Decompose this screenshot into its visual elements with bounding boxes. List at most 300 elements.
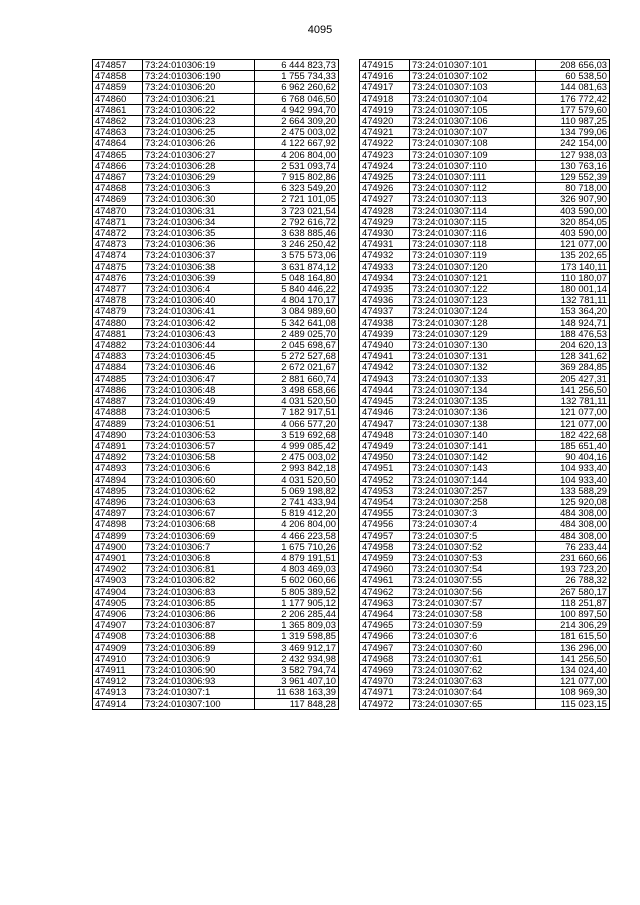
table-row (360, 653, 610, 664)
value-cell: 4 031 520,50 (255, 396, 339, 407)
row-number-cell: 474857 (93, 60, 143, 71)
cadastral-number-cell: 73:24:010306:9 (143, 653, 255, 664)
cadastral-number-cell: 73:24:010306:69 (143, 530, 255, 541)
row-number-cell: 474914 (93, 698, 143, 709)
table-row (360, 664, 610, 675)
value-cell: 3 631 874,12 (255, 261, 339, 272)
value-cell: 3 582 794,74 (255, 664, 339, 675)
cadastral-number-cell: 73:24:010307:104 (410, 93, 536, 104)
cadastral-number-cell: 73:24:010307:132 (410, 362, 536, 373)
value-cell: 2 475 003,02 (255, 127, 339, 138)
row-number-cell: 474961 (360, 575, 410, 586)
cadastral-number-cell: 73:24:010306:90 (143, 664, 255, 675)
row-number-cell: 474861 (93, 104, 143, 115)
table-row (360, 194, 610, 205)
table-row (93, 172, 339, 183)
cadastral-number-cell: 73:24:010306:34 (143, 216, 255, 227)
table-row (93, 452, 339, 463)
table-row (93, 261, 339, 272)
table-row (360, 508, 610, 519)
row-number-cell: 474907 (93, 620, 143, 631)
row-number-cell: 474877 (93, 284, 143, 295)
row-number-cell: 474927 (360, 194, 410, 205)
table-row (360, 452, 610, 463)
table-row (360, 71, 610, 82)
cadastral-number-cell: 73:24:010307:136 (410, 407, 536, 418)
cadastral-number-cell: 73:24:010307:113 (410, 194, 536, 205)
row-number-cell: 474921 (360, 127, 410, 138)
value-cell: 104 933,40 (536, 474, 610, 485)
value-cell: 129 552,39 (536, 172, 610, 183)
value-cell: 2 993 842,18 (255, 463, 339, 474)
table-row (360, 463, 610, 474)
cadastral-number-cell: 73:24:010307:121 (410, 272, 536, 283)
cadastral-number-cell: 73:24:010307:60 (410, 642, 536, 653)
cadastral-number-cell: 73:24:010307:61 (410, 653, 536, 664)
row-number-cell: 474894 (93, 474, 143, 485)
row-number-cell: 474928 (360, 205, 410, 216)
cadastral-number-cell: 73:24:010306:29 (143, 172, 255, 183)
value-cell: 121 077,00 (536, 407, 610, 418)
row-number-cell: 474884 (93, 362, 143, 373)
page-number: 4095 (307, 24, 333, 36)
cadastral-number-cell: 73:24:010306:57 (143, 440, 255, 451)
row-number-cell: 474950 (360, 452, 410, 463)
table-row (93, 216, 339, 227)
row-number-cell: 474969 (360, 664, 410, 675)
cadastral-number-cell: 73:24:010306:51 (143, 418, 255, 429)
row-number-cell: 474935 (360, 284, 410, 295)
cadastral-number-cell: 73:24:010307:6 (410, 631, 536, 642)
table-row (360, 373, 610, 384)
table-row (93, 620, 339, 631)
table-row (93, 116, 339, 127)
table-row (360, 127, 610, 138)
cadastral-number-cell: 73:24:010306:49 (143, 396, 255, 407)
row-number-cell: 474913 (93, 687, 143, 698)
table-row (93, 93, 339, 104)
value-cell: 2 045 698,67 (255, 340, 339, 351)
row-number-cell: 474940 (360, 340, 410, 351)
table-row (360, 284, 610, 295)
table-row (93, 687, 339, 698)
table-row (360, 429, 610, 440)
table-row (93, 407, 339, 418)
table-row (93, 396, 339, 407)
row-number-cell: 474959 (360, 552, 410, 563)
table-row (360, 82, 610, 93)
row-number-cell: 474868 (93, 183, 143, 194)
table-row (93, 205, 339, 216)
value-cell: 173 140,11 (536, 261, 610, 272)
cadastral-number-cell: 73:24:010307:110 (410, 160, 536, 171)
row-number-cell: 474901 (93, 552, 143, 563)
value-cell: 484 308,00 (536, 530, 610, 541)
value-cell: 4 122 667,92 (255, 138, 339, 149)
table-row (360, 216, 610, 227)
cadastral-number-cell: 73:24:010306:88 (143, 631, 255, 642)
row-number-cell: 474932 (360, 250, 410, 261)
value-cell: 188 476,53 (536, 328, 610, 339)
row-number-cell: 474904 (93, 586, 143, 597)
row-number-cell: 474889 (93, 418, 143, 429)
table-row (360, 407, 610, 418)
cadastral-number-cell: 73:24:010307:54 (410, 564, 536, 575)
row-number-cell: 474867 (93, 172, 143, 183)
value-cell: 121 077,00 (536, 239, 610, 250)
table-row (93, 160, 339, 171)
row-number-cell: 474882 (93, 340, 143, 351)
value-cell: 1 675 710,26 (255, 541, 339, 552)
table-row (93, 250, 339, 261)
value-cell: 267 580,17 (536, 586, 610, 597)
cadastral-number-cell: 73:24:010307:114 (410, 205, 536, 216)
table-row (93, 284, 339, 295)
row-number-cell: 474956 (360, 519, 410, 530)
value-cell: 130 763,16 (536, 160, 610, 171)
cadastral-number-cell: 73:24:010307:56 (410, 586, 536, 597)
table-row (93, 183, 339, 194)
table-row (93, 351, 339, 362)
cadastral-number-cell: 73:24:010306:85 (143, 597, 255, 608)
row-number-cell: 474947 (360, 418, 410, 429)
cadastral-number-cell: 73:24:010307:257 (410, 485, 536, 496)
row-number-cell: 474962 (360, 586, 410, 597)
value-cell: 108 969,30 (536, 687, 610, 698)
value-cell: 231 660,66 (536, 552, 610, 563)
table-row (93, 496, 339, 507)
row-number-cell: 474951 (360, 463, 410, 474)
cadastral-number-cell: 73:24:010307:59 (410, 620, 536, 631)
table-row (93, 541, 339, 552)
table-row (93, 71, 339, 82)
table-row (93, 429, 339, 440)
cadastral-number-cell: 73:24:010307:52 (410, 541, 536, 552)
value-cell: 128 341,62 (536, 351, 610, 362)
row-number-cell: 474886 (93, 384, 143, 395)
cadastral-number-cell: 73:24:010307:106 (410, 116, 536, 127)
value-cell: 5 048 164,80 (255, 272, 339, 283)
row-number-cell: 474933 (360, 261, 410, 272)
row-number-cell: 474971 (360, 687, 410, 698)
cadastral-number-cell: 73:24:010306:8 (143, 552, 255, 563)
value-cell: 125 920,08 (536, 496, 610, 507)
table-row (360, 676, 610, 687)
cadastral-number-cell: 73:24:010307:258 (410, 496, 536, 507)
value-cell: 403 590,00 (536, 205, 610, 216)
cadastral-number-cell: 73:24:010307:64 (410, 687, 536, 698)
value-cell: 121 077,00 (536, 418, 610, 429)
row-number-cell: 474878 (93, 295, 143, 306)
cadastral-number-cell: 73:24:010307:115 (410, 216, 536, 227)
cadastral-number-cell: 73:24:010306:27 (143, 149, 255, 160)
table-row (360, 104, 610, 115)
value-cell: 5 069 198,82 (255, 485, 339, 496)
value-cell: 6 768 046,50 (255, 93, 339, 104)
table-row (360, 384, 610, 395)
table-row (360, 93, 610, 104)
row-number-cell: 474944 (360, 384, 410, 395)
value-cell: 2 206 285,44 (255, 608, 339, 619)
value-cell: 205 427,31 (536, 373, 610, 384)
cadastral-number-cell: 73:24:010307:122 (410, 284, 536, 295)
row-number-cell: 474972 (360, 698, 410, 709)
value-cell: 208 656,03 (536, 60, 610, 71)
row-number-cell: 474937 (360, 306, 410, 317)
value-cell: 3 961 407,10 (255, 676, 339, 687)
value-cell: 3 246 250,42 (255, 239, 339, 250)
cadastral-number-cell: 73:24:010306:28 (143, 160, 255, 171)
row-number-cell: 474866 (93, 160, 143, 171)
value-cell: 2 664 309,20 (255, 116, 339, 127)
value-cell: 182 422,68 (536, 429, 610, 440)
cadastral-number-cell: 73:24:010306:62 (143, 485, 255, 496)
row-number-cell: 474891 (93, 440, 143, 451)
value-cell: 1 177 905,12 (255, 597, 339, 608)
row-number-cell: 474859 (93, 82, 143, 93)
table-row (360, 485, 610, 496)
cadastral-number-cell: 73:24:010306:83 (143, 586, 255, 597)
value-cell: 2 475 003,02 (255, 452, 339, 463)
table-row (360, 496, 610, 507)
value-cell: 4 031 520,50 (255, 474, 339, 485)
value-cell: 80 718,00 (536, 183, 610, 194)
value-cell: 141 256,50 (536, 653, 610, 664)
value-cell: 5 819 412,20 (255, 508, 339, 519)
table-row (360, 687, 610, 698)
table-row (360, 149, 610, 160)
cadastral-number-cell: 73:24:010307:4 (410, 519, 536, 530)
value-cell: 132 781,11 (536, 295, 610, 306)
table-row (93, 239, 339, 250)
cadastral-number-cell: 73:24:010306:38 (143, 261, 255, 272)
cadastral-number-cell: 73:24:010306:26 (143, 138, 255, 149)
row-number-cell: 474963 (360, 597, 410, 608)
table-row (360, 597, 610, 608)
table-row (360, 631, 610, 642)
row-number-cell: 474960 (360, 564, 410, 575)
cadastral-number-cell: 73:24:010307:134 (410, 384, 536, 395)
cadastral-number-cell: 73:24:010306:58 (143, 452, 255, 463)
cadastral-number-cell: 73:24:010306:81 (143, 564, 255, 575)
value-cell: 193 723,20 (536, 564, 610, 575)
row-number-cell: 474870 (93, 205, 143, 216)
value-cell: 110 987,25 (536, 116, 610, 127)
row-number-cell: 474964 (360, 608, 410, 619)
table-row (360, 564, 610, 575)
cadastral-number-cell: 73:24:010307:142 (410, 452, 536, 463)
row-number-cell: 474955 (360, 508, 410, 519)
table-row (93, 698, 339, 709)
table-row (93, 104, 339, 115)
cadastral-number-cell: 73:24:010306:87 (143, 620, 255, 631)
table-row (360, 205, 610, 216)
table-row (360, 261, 610, 272)
row-number-cell: 474968 (360, 653, 410, 664)
table-row (93, 676, 339, 687)
table-row (360, 642, 610, 653)
value-cell: 104 933,40 (536, 463, 610, 474)
cadastral-number-cell: 73:24:010307:65 (410, 698, 536, 709)
cadastral-number-cell: 73:24:010306:20 (143, 82, 255, 93)
cadastral-number-cell: 73:24:010307:118 (410, 239, 536, 250)
cadastral-number-cell: 73:24:010307:108 (410, 138, 536, 149)
cadastral-number-cell: 73:24:010307:144 (410, 474, 536, 485)
table-row (93, 149, 339, 160)
row-number-cell: 474952 (360, 474, 410, 485)
cadastral-number-cell: 73:24:010307:58 (410, 608, 536, 619)
row-number-cell: 474967 (360, 642, 410, 653)
row-number-cell: 474896 (93, 496, 143, 507)
table-row (360, 620, 610, 631)
value-cell: 3 723 021,54 (255, 205, 339, 216)
row-number-cell: 474925 (360, 172, 410, 183)
row-number-cell: 474936 (360, 295, 410, 306)
value-cell: 3 575 573,06 (255, 250, 339, 261)
value-cell: 127 938,03 (536, 149, 610, 160)
cadastral-number-cell: 73:24:010307:101 (410, 60, 536, 71)
row-number-cell: 474893 (93, 463, 143, 474)
value-cell: 2 881 660,74 (255, 373, 339, 384)
cadastral-number-cell: 73:24:010307:143 (410, 463, 536, 474)
table-row (360, 239, 610, 250)
value-cell: 2 531 093,74 (255, 160, 339, 171)
value-cell: 133 588,29 (536, 485, 610, 496)
value-cell: 141 256,50 (536, 384, 610, 395)
value-cell: 5 272 527,68 (255, 351, 339, 362)
cadastral-number-cell: 73:24:010307:105 (410, 104, 536, 115)
table-row (93, 440, 339, 451)
value-cell: 204 620,13 (536, 340, 610, 351)
cadastral-number-cell: 73:24:010307:140 (410, 429, 536, 440)
table-row (93, 362, 339, 373)
table-row (93, 194, 339, 205)
table-row (93, 373, 339, 384)
cadastral-number-cell: 73:24:010307:53 (410, 552, 536, 563)
row-number-cell: 474942 (360, 362, 410, 373)
row-number-cell: 474883 (93, 351, 143, 362)
table-row (93, 597, 339, 608)
cadastral-number-cell: 73:24:010306:42 (143, 317, 255, 328)
cadastral-number-cell: 73:24:010307:103 (410, 82, 536, 93)
value-cell: 3 519 692,68 (255, 429, 339, 440)
row-number-cell: 474890 (93, 429, 143, 440)
value-cell: 132 781,11 (536, 396, 610, 407)
table-row (93, 608, 339, 619)
table-row (93, 82, 339, 93)
table-row (360, 541, 610, 552)
cadastral-number-cell: 73:24:010306:86 (143, 608, 255, 619)
row-number-cell: 474881 (93, 328, 143, 339)
left-data-table (92, 59, 339, 710)
row-number-cell: 474918 (360, 93, 410, 104)
cadastral-number-cell: 73:24:010306:7 (143, 541, 255, 552)
cadastral-number-cell: 73:24:010307:102 (410, 71, 536, 82)
value-cell: 2 741 433,94 (255, 496, 339, 507)
value-cell: 148 924,71 (536, 317, 610, 328)
cadastral-number-cell: 73:24:010306:21 (143, 93, 255, 104)
row-number-cell: 474879 (93, 306, 143, 317)
row-number-cell: 474862 (93, 116, 143, 127)
value-cell: 484 308,00 (536, 508, 610, 519)
table-row (93, 552, 339, 563)
row-number-cell: 474930 (360, 228, 410, 239)
row-number-cell: 474931 (360, 239, 410, 250)
cadastral-number-cell: 73:24:010306:93 (143, 676, 255, 687)
row-number-cell: 474880 (93, 317, 143, 328)
row-number-cell: 474873 (93, 239, 143, 250)
value-cell: 4 999 085,42 (255, 440, 339, 451)
table-row (93, 340, 339, 351)
row-number-cell: 474934 (360, 272, 410, 283)
cadastral-number-cell: 73:24:010306:22 (143, 104, 255, 115)
row-number-cell: 474939 (360, 328, 410, 339)
row-number-cell: 474957 (360, 530, 410, 541)
value-cell: 4 803 469,03 (255, 564, 339, 575)
row-number-cell: 474905 (93, 597, 143, 608)
cadastral-number-cell: 73:24:010307:129 (410, 328, 536, 339)
cadastral-number-cell: 73:24:010306:30 (143, 194, 255, 205)
cadastral-number-cell: 73:24:010306:89 (143, 642, 255, 653)
row-number-cell: 474900 (93, 541, 143, 552)
table-row (93, 631, 339, 642)
table-row (93, 272, 339, 283)
value-cell: 4 206 804,00 (255, 149, 339, 160)
cadastral-number-cell: 73:24:010307:3 (410, 508, 536, 519)
value-cell: 403 590,00 (536, 228, 610, 239)
table-row (360, 328, 610, 339)
cadastral-number-cell: 73:24:010307:131 (410, 351, 536, 362)
value-cell: 4 804 170,17 (255, 295, 339, 306)
table-row (93, 664, 339, 675)
cadastral-number-cell: 73:24:010307:63 (410, 676, 536, 687)
value-cell: 121 077,00 (536, 676, 610, 687)
table-row (360, 160, 610, 171)
cadastral-number-cell: 73:24:010307:141 (410, 440, 536, 451)
cadastral-number-cell: 73:24:010306:46 (143, 362, 255, 373)
row-number-cell: 474875 (93, 261, 143, 272)
table-row (93, 519, 339, 530)
value-cell: 2 672 021,67 (255, 362, 339, 373)
value-cell: 242 154,00 (536, 138, 610, 149)
row-number-cell: 474916 (360, 71, 410, 82)
row-number-cell: 474865 (93, 149, 143, 160)
value-cell: 3 638 885,46 (255, 228, 339, 239)
value-cell: 5 342 641,08 (255, 317, 339, 328)
cadastral-number-cell: 73:24:010306:63 (143, 496, 255, 507)
row-number-cell: 474876 (93, 272, 143, 283)
table-row (360, 172, 610, 183)
cadastral-number-cell: 73:24:010307:100 (143, 698, 255, 709)
row-number-cell: 474887 (93, 396, 143, 407)
row-number-cell: 474941 (360, 351, 410, 362)
value-cell: 5 840 446,22 (255, 284, 339, 295)
value-cell: 5 602 060,66 (255, 575, 339, 586)
table-row (93, 60, 339, 71)
row-number-cell: 474953 (360, 485, 410, 496)
value-cell: 2 721 101,05 (255, 194, 339, 205)
table-row (360, 440, 610, 451)
row-number-cell: 474922 (360, 138, 410, 149)
value-cell: 4 206 804,00 (255, 519, 339, 530)
value-cell: 7 915 802,86 (255, 172, 339, 183)
row-number-cell: 474920 (360, 116, 410, 127)
table-row (360, 418, 610, 429)
row-number-cell: 474885 (93, 373, 143, 384)
cadastral-number-cell: 73:24:010306:6 (143, 463, 255, 474)
row-number-cell: 474917 (360, 82, 410, 93)
value-cell: 1 755 734,33 (255, 71, 339, 82)
